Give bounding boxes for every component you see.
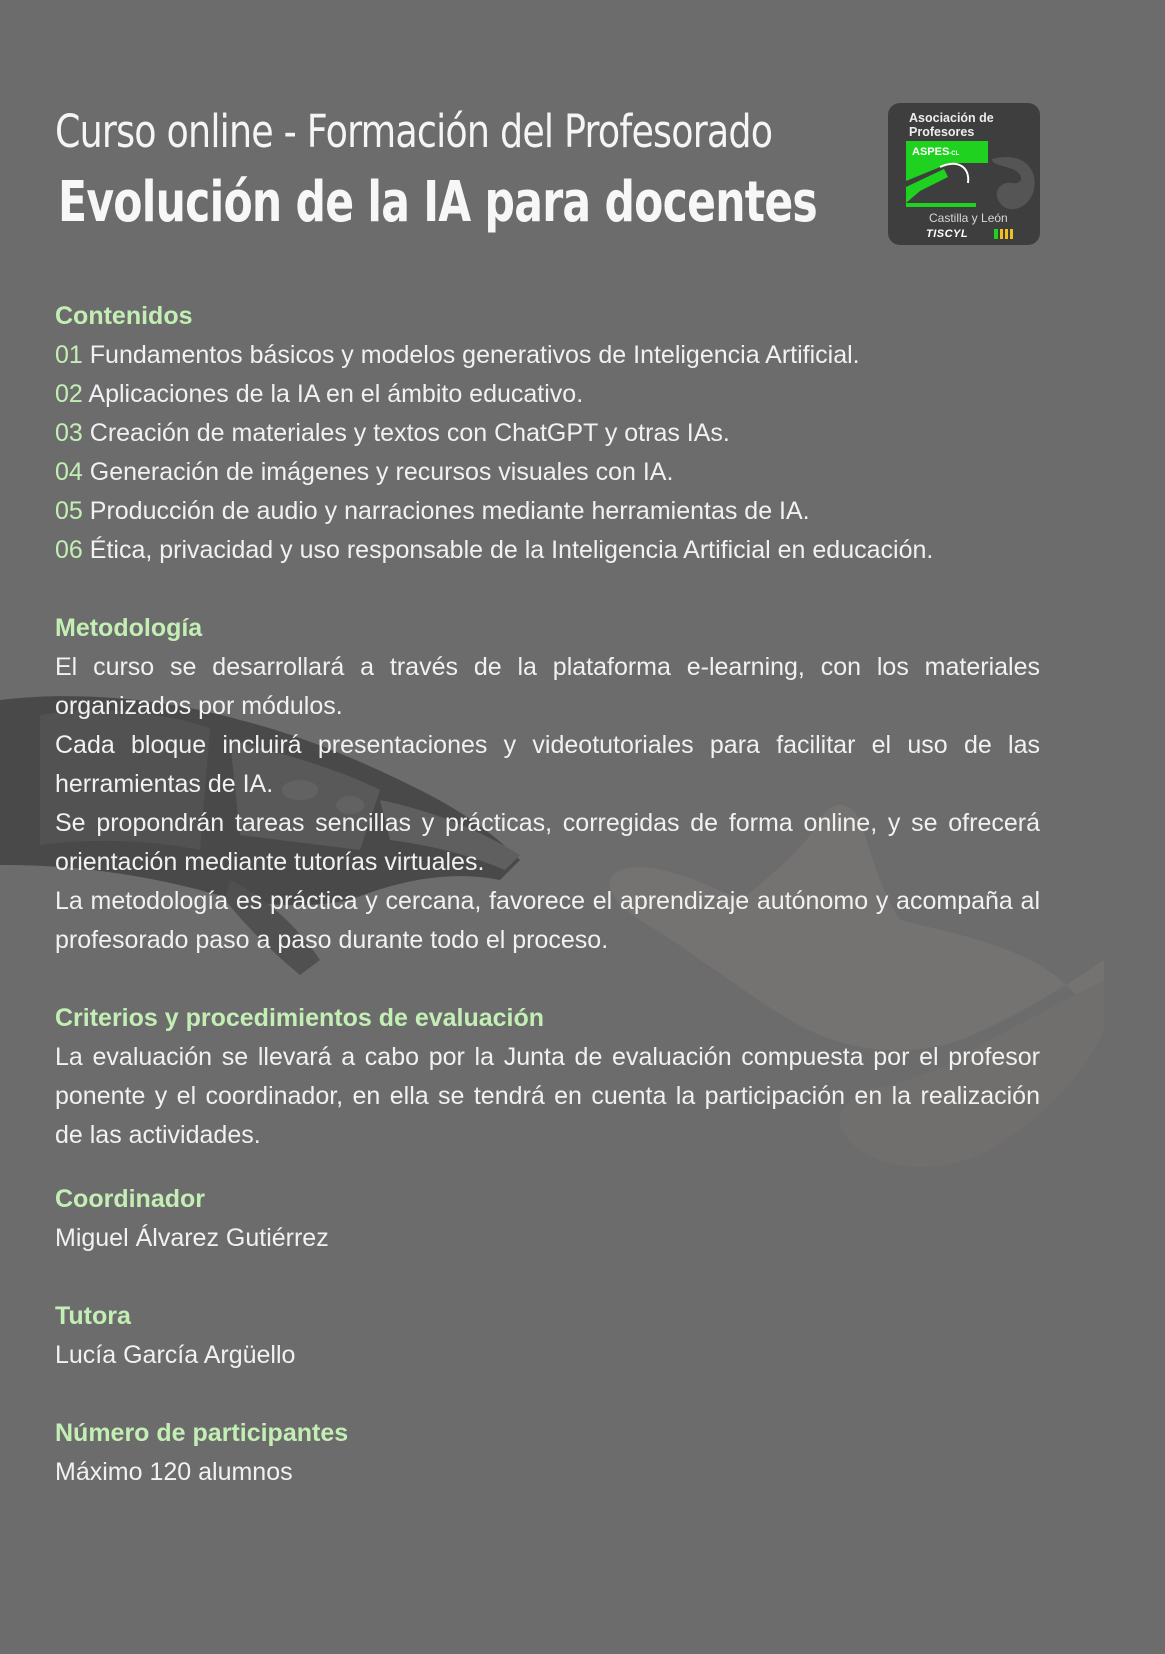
list-item [55, 492, 1040, 531]
item-number: 06 [55, 536, 83, 564]
spacer [55, 570, 1040, 609]
paragraph: La metodología es práctica y cercana, favorece el aprendizaje autónomo y acompaña al profesorado paso a paso durante todo el proceso. [55, 887, 1040, 954]
header [55, 100, 885, 242]
section-heading: Coordinador [55, 1185, 205, 1213]
section-heading: Número de participantes [55, 1419, 349, 1447]
logo-region: Castilla y León [929, 211, 1008, 225]
item-number: 04 [55, 458, 83, 486]
section-heading: Metodología [55, 614, 203, 642]
item-text: Generación de imágenes y recursos visuales con IA. [89, 458, 674, 486]
paragraph: El curso se desarrollará a través de la plataforma e-learning, con los materiales organizados por módulos. [55, 653, 1040, 720]
logo-brand-suffix: -CL [949, 151, 960, 157]
spacer [55, 1155, 1040, 1180]
section-tutora [55, 1297, 1040, 1375]
item-text: Aplicaciones de la IA en el ámbito educativo. [88, 380, 584, 408]
course-content [55, 297, 1040, 1492]
aspes-logo [888, 103, 1040, 245]
logo-text-line2: Profesores [909, 125, 975, 139]
section-coordinador [55, 1180, 1040, 1258]
list-item [55, 453, 1040, 492]
section-participantes [55, 1414, 1040, 1492]
spacer [55, 960, 1040, 999]
course-subtitle: Curso online - Formación del Profesorado [55, 105, 773, 158]
participants-limit: Máximo 120 alumnos [55, 1458, 293, 1486]
spacer [55, 1375, 1040, 1414]
item-number: 01 [55, 341, 83, 369]
spacer [55, 1258, 1040, 1297]
item-number: 02 [55, 380, 83, 408]
section-contenidos [55, 297, 1040, 570]
logo-brand [912, 146, 959, 158]
item-text: Fundamentos básicos y modelos generativos de Inteligencia Artificial. [89, 341, 860, 369]
logo-partner: TISCYL [926, 228, 969, 240]
logo-text-line1: Asociación de [909, 111, 994, 125]
list-item [55, 336, 1040, 375]
list-item [55, 531, 1040, 570]
item-number: 03 [55, 419, 83, 447]
course-title: Evolución de la IA para docentes [58, 170, 818, 235]
logo-brand-name: ASPES [912, 146, 950, 158]
section-heading: Tutora [55, 1302, 131, 1330]
tutor-name: Lucía García Argüello [55, 1341, 296, 1369]
paragraph: Se propondrán tareas sencillas y prácticas, corregidas de forma online, y se ofrecerá orientación mediante tutorías virtuales. [55, 809, 1040, 876]
item-text: Creación de materiales y textos con ChatGPT y otras IAs. [89, 419, 730, 447]
list-item [55, 375, 1040, 414]
paragraph: La evaluación se llevará a cabo por la Junta de evaluación compuesta por el profesor ponente y el coordinador, en ella se tendrá en cuenta la participación en la realización de las actividades. [55, 1043, 1040, 1149]
section-evaluacion [55, 999, 1040, 1155]
paragraph: Cada bloque incluirá presentaciones y videotutoriales para facilitar el uso de las herramientas de IA. [55, 731, 1040, 798]
section-metodologia [55, 609, 1040, 960]
section-heading: Criterios y procedimientos de evaluación [55, 1004, 545, 1032]
item-text: Ética, privacidad y uso responsable de la Inteligencia Artificial en educación. [89, 536, 934, 564]
item-text: Producción de audio y narraciones mediante herramientas de IA. [89, 497, 810, 525]
section-heading: Contenidos [55, 302, 193, 330]
coordinator-name: Miguel Álvarez Gutiérrez [55, 1224, 329, 1252]
item-number: 05 [55, 497, 83, 525]
list-item [55, 414, 1040, 453]
